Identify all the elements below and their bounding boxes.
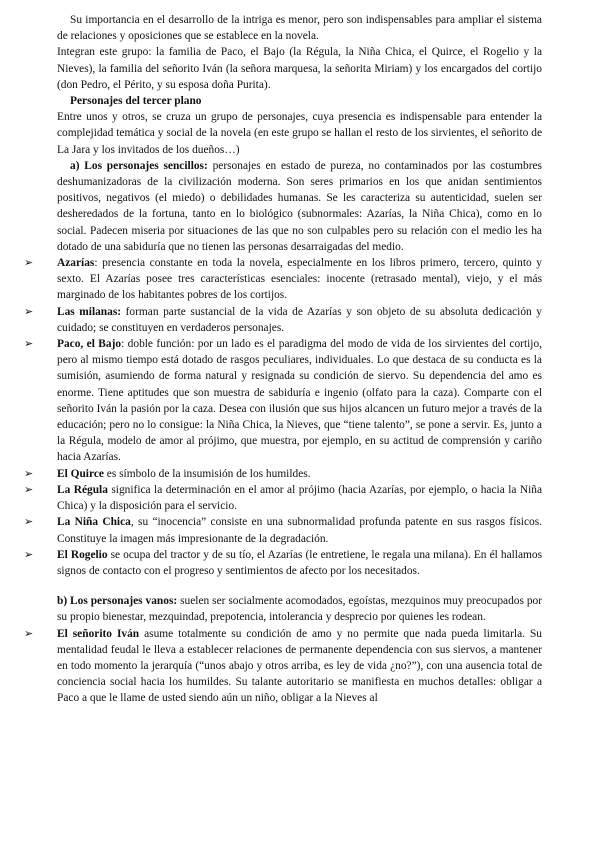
character-description: asume totalmente su condición de amo y no permite que nada pueda limitarla. Su mentalidad feudal le lleva a establecer relaciones de permanente dependencia con sus siervos, a mantener en todo momento la jerarquía (“unos abajo y otros arriba, es ley de vida ¿no?”), con una ausencia total de conciencia social hacia los humildes. Su talante autoritario se manifiesta en muchos detalles: obligar a Paco a que le llame de usted siendo aún un niño, obligar a la Nieves al bbox=[57, 627, 542, 705]
character-name: Paco, el Bajo bbox=[57, 338, 122, 351]
intro-paragraph-2: Integran este grupo: la familia de Paco, el Bajo (la Régula, la Niña Chica, el Quirce, el Rogelio y la Nieves), la familia del señorito Iván (la señora marquesa, la señorita Miriam) y los encargados del cortijo (don Pedro, el Périto, y su esposa doña Purita). bbox=[57, 46, 542, 91]
character-name: Azarías bbox=[57, 257, 95, 270]
list-item bbox=[24, 336, 542, 466]
vain-characters-label: b) Los personajes vanos: bbox=[57, 595, 178, 608]
simple-characters-paragraph bbox=[57, 158, 542, 255]
section-heading-third-plane: Personajes del tercer plano bbox=[70, 95, 202, 108]
list-item bbox=[24, 466, 542, 482]
character-name: La Régula bbox=[57, 483, 108, 496]
arrow-bullet-icon: ➢ bbox=[24, 547, 34, 561]
character-name: El Rogelio bbox=[57, 548, 108, 561]
character-description: es símbolo de la insumisión de los humildes. bbox=[103, 467, 311, 480]
character-description: se ocupa del tractor y de su tío, el Azarías (le entretiene, le regala una milana). En él hallamos signos de contacto con el progreso y sentimientos de afecto por los necesitados. bbox=[57, 548, 543, 577]
arrow-bullet-icon: ➢ bbox=[24, 304, 34, 318]
third-plane-paragraph: Entre unos y otros, se cruza un grupo de personajes, cuya presencia es indispensable para entender la complejidad temática y social de la novela (en este grupo se hallan el resto de los sirvientes, el señorito de La Jara y los invitados de los dueños…) bbox=[57, 111, 542, 156]
list-item bbox=[24, 255, 542, 304]
list-item bbox=[24, 626, 542, 707]
arrow-bullet-icon: ➢ bbox=[24, 626, 34, 640]
intro-paragraph-1: Su importancia en el desarrollo de la intriga es menor, pero son indispensables para ampliar el sistema de relaciones y oposiciones que se establece en la novela. bbox=[57, 14, 542, 43]
arrow-bullet-icon: ➢ bbox=[24, 482, 34, 496]
simple-characters-label: a) Los personajes sencillos: bbox=[70, 159, 208, 172]
character-name: El Quirce bbox=[57, 467, 104, 480]
list-item bbox=[24, 547, 543, 579]
character-name: El señorito Iván bbox=[57, 627, 140, 640]
vain-characters-text: suelen ser socialmente acomodados, egoístas, mezquinos muy preocupados por su propio bienestar, mezquindad, prepotencia, intolerancia y desprecio por quienes les rodean. bbox=[57, 595, 543, 624]
arrow-bullet-icon: ➢ bbox=[24, 466, 34, 480]
list-item bbox=[24, 514, 543, 546]
vain-characters-paragraph bbox=[57, 593, 542, 625]
character-description: : presencia constante en toda la novela, especialmente en los libros primero, tercero, quinto y sexto. El Azarías posee tres características esenciales: inocente (retrasado mental), viejo, y el más marginado de los habitantes pobres de los cortijos. bbox=[57, 257, 542, 302]
arrow-bullet-icon: ➢ bbox=[24, 337, 34, 351]
arrow-bullet-icon: ➢ bbox=[24, 515, 34, 529]
character-name: La Niña Chica bbox=[57, 516, 131, 529]
vain-characters-list bbox=[24, 626, 542, 707]
list-item bbox=[24, 304, 543, 336]
simple-characters-list bbox=[24, 255, 543, 579]
character-name: Las milanas: bbox=[57, 305, 122, 318]
character-description: , su “inocencia” consiste en una subnormalidad profunda patente en sus rasgos físicos. Constituye la imagen más impresionante de la degradación. bbox=[57, 516, 543, 545]
character-description: : doble función: por un lado es el paradigma del modo de vida de los sirvientes del cortijo, pero al mismo tiempo está dotado de rasgos peculiares, individuales. Lo que destaca de su conducta es la sumisión, asumiendo de forma natural y resignada su condición de siervo. Su dependencia del amo es enorme. Tiene aptitudes que son muestra de sabiduría e ingenio (olfato para la caza). Comparte con el señorito Iván la pasión por la caza. Desea con ilusión que sus hijos alcancen un futuro mejor a través de la educación; pero no lo consigue: la Niña Chica, la Nieves, que “tiene talento”, se pone a servir. Es, junto a la Régula, modelo de amor al prójimo, que muestra, por ejemplo, en su actitud de comprensión y cariño hacia Azarías. bbox=[57, 338, 542, 464]
simple-characters-text: personajes en estado de pureza, no contaminados por las costumbres deshumanizadoras de la civilización moderna. Son seres primarios en los que anidan sentimientos positivos, negativos (el miedo) o debilidades humanas. Se les caracteriza su autenticidad, suelen ser desheredados de la fortuna, tanto en lo biológico (subnormales: Azarías, la Niña Chica), como en lo social. Padecen miseria por situaciones de las que no son culpables pero su relación con el medio les ha dotado de una sabiduría que no tienen las personas desarraigadas del medio. bbox=[57, 159, 542, 253]
character-description: forman parte sustancial de la vida de Azarías y son objeto de su absoluta dedicación y cuidado; se constituyen en verdaderos personajes. bbox=[57, 305, 543, 334]
character-description: significa la determinación en el amor al prójimo (hacia Azarías, por ejemplo, o hacia la Niña Chica) y la disposición para el servicio. bbox=[57, 483, 543, 513]
list-item bbox=[24, 482, 543, 514]
document-body bbox=[24, 12, 543, 707]
arrow-bullet-icon: ➢ bbox=[24, 256, 34, 270]
